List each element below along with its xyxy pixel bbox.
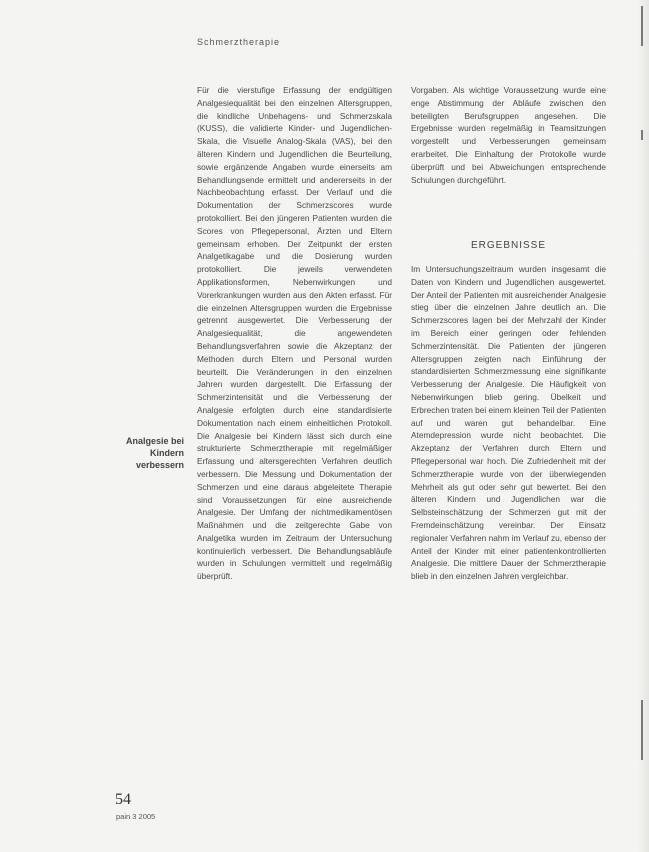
running-head: Schmerztherapie xyxy=(197,37,281,47)
edge-mark xyxy=(641,130,643,140)
journal-reference: pain 3 2005 xyxy=(116,812,156,821)
right-column-top-text: Vorgaben. Als wichtige Voraussetzung wurde eine enge Abstimmung der Abläufe zwischen den beteiligten Berufsgruppen angesehen. Die Ergebnisse wurden regelmäßig in Teamsitzungen vorgestellt und Verbesserungen gemeinsam erarbeitet. Die Einhaltung der Protokolle wurde überprüft und bei Abweichungen entsprechende Schulungen durchgeführt. xyxy=(411,85,606,185)
scan-edge xyxy=(637,0,649,852)
right-text-column-top xyxy=(411,84,606,186)
edge-mark xyxy=(641,6,643,46)
edge-mark xyxy=(641,700,643,760)
section-heading: ERGEBNISSE xyxy=(470,240,547,251)
right-text-column-bottom xyxy=(411,263,606,583)
left-text-column xyxy=(197,84,392,583)
page-number: 54 xyxy=(115,791,131,808)
margin-note: Analgesie bei Kindern verbessern xyxy=(125,436,184,470)
left-column-text: Für die vierstufige Erfassung der endgültigen Analgesiequalität bei den einzelnen Altersgruppen, die kindliche Unbehagens- und Schmerzskala (KUSS), die validierte Kinder- und Jugendlichen-Skala, die Visuelle Analog-Skala (VAS), bei den älteren Kindern und Jugendlichen die Beurteilung, sowie ergänzende Angaben wurde einerseits am Behandlungsende ermittelt und andererseits in der Nachbeobachtung erfasst. Der Verlauf und die Dokumentation der Schmerzscores wurde protokolliert. Bei den jüngeren Patienten wurden die Scores von Pflegepersonal, Ärzten und Eltern gemeinsam erhoben. Der Zeitpunkt der ersten Analgetikagabe und die Dosierung wurden protokolliert. Die jeweils verwendeten Applikationsformen, Nebenwirkungen und Vorerkrankungen wurden aus den Akten erfasst. Für die einzelnen Altersgruppen wurden die Ergebnisse getrennt ausgewertet. Die Verbesserung der Analgesiequalität, die angewendeten Behandlungsverfahren sowie die Akzeptanz der Methoden durch Eltern und Personal wurden beurteilt. Die Veränderungen in den einzelnen Jahren wurden dargestellt. Die Erfassung der Schmerzintensität und die Verbesserung der Analgesie erfolgten durch eine standardisierte Dokumentation nach einem einheitlichen Protokoll. Die Analgesie bei Kindern lässt sich durch eine strukturierte Schmerztherapie mit regelmäßiger Erfassung und altersgerechten Verfahren deutlich verbessern. Die Messung und Dokumentation der Schmerzen und eine daraus abgeleitete Therapie sind Voraussetzungen für eine ausreichende Analgesie. Der Umfang der nichtmedikamentösen Maßnahmen und die zeitgerechte Gabe von Analgetika wurden im Zeitraum der Untersuchung kontinuierlich verbessert. Die Behandlungsabläufe wurden in Schulungen vermittelt und regelmäßig überprüft. xyxy=(197,85,392,582)
right-column-bottom-text: Im Untersuchungszeitraum wurden insgesamt die Daten von Kindern und Jugendlichen ausgewertet. Der Anteil der Patienten mit ausreichender Analgesie stieg über die einzelnen Jahre deutlich an. Die Schmerzscores lagen bei der Mehrzahl der Kinder im Bereich einer geringen oder fehlenden Schmerzintensität. Die Patienten der jüngeren Altersgruppen zeigten nach Einführung der standardisierten Schmerzmessung eine signifikante Verbesserung der Analgesie. Die Häufigkeit von Nebenwirkungen blieb gering. Übelkeit und Erbrechen traten bei einem kleinen Teil der Patienten auf und waren gut behandelbar. Eine Atemdepression wurde nicht beobachtet. Die Akzeptanz der Verfahren durch Eltern und Pflegepersonal war hoch. Die Zufriedenheit mit der Schmerztherapie wurde von der überwiegenden Mehrheit als gut oder sehr gut bewertet. Bei den älteren Kindern und Jugendlichen war die Selbsteinschätzung der Schmerzen gut mit der Fremdeinschätzung vereinbar. Der Einsatz regionaler Verfahren nahm im Verlauf zu, ebenso der Anteil der Kinder mit einer patientenkontrollierten Analgesie. Die mittlere Dauer der Schmerztherapie blieb in den einzelnen Jahren vergleichbar. xyxy=(411,264,606,582)
